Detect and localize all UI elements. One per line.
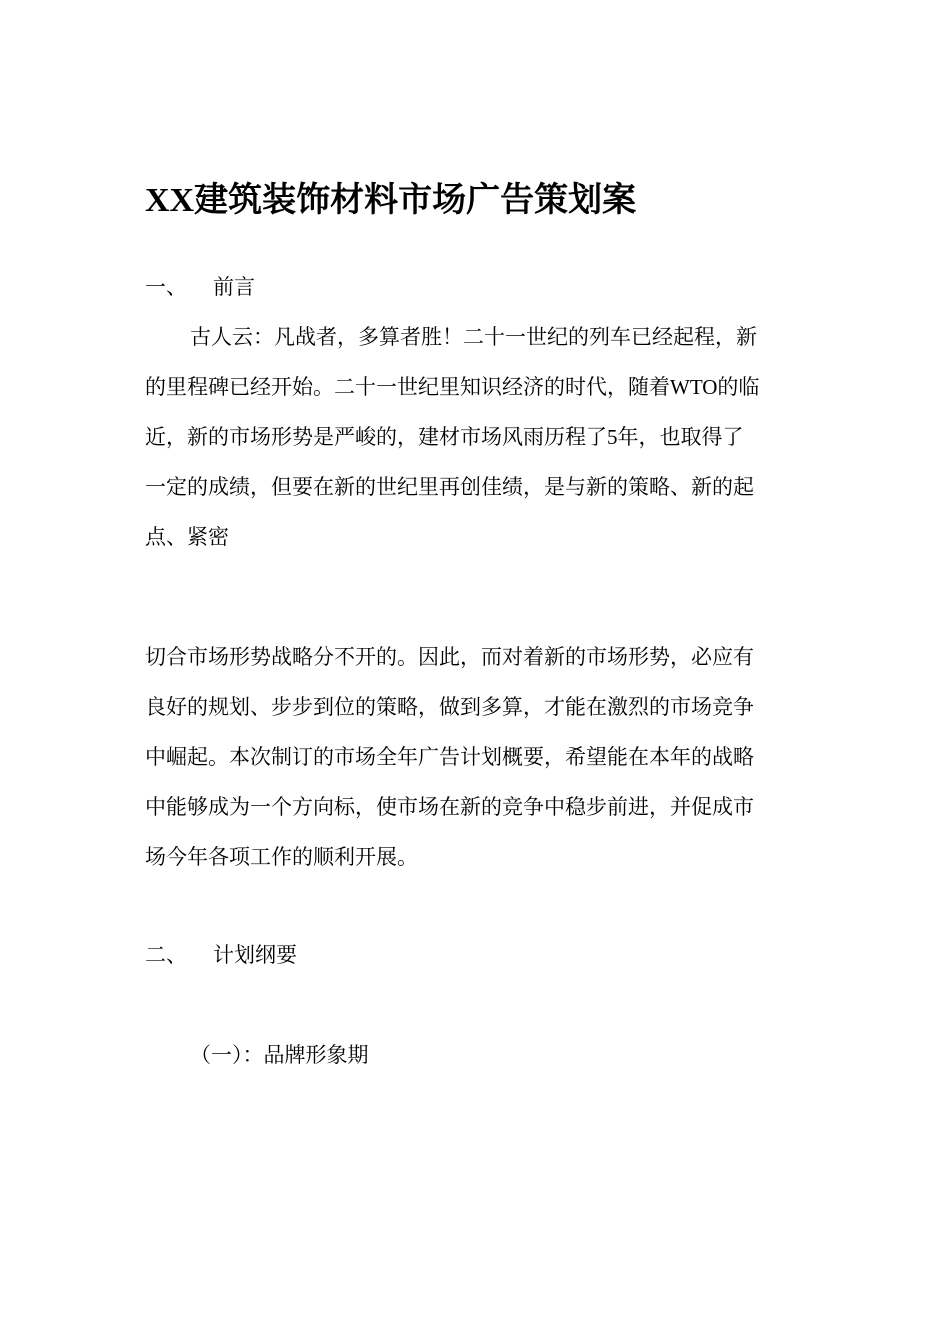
paragraph-line: 切合市场形势战略分不开的。因此，而对着新的市场形势，必应有 bbox=[145, 645, 754, 669]
subsection-heading-brand-image: （一）：品牌形象期 bbox=[190, 1043, 369, 1067]
paragraph-line: 中能够成为一个方向标，使市场在新的竞争中稳步前进，并促成市 bbox=[145, 795, 754, 819]
section-number: 一、 bbox=[145, 275, 187, 299]
section-number: 二、 bbox=[145, 943, 187, 967]
paragraph-line: 场今年各项工作的顺利开展。 bbox=[145, 845, 418, 869]
paragraph-line: 中崛起。本次制订的市场全年广告计划概要，希望能在本年的战略 bbox=[145, 745, 754, 769]
paragraph-line: 近，新的市场形势是严峻的，建材市场风雨历程了5年，也取得了 bbox=[145, 425, 744, 449]
paragraph-line: 点、紧密 bbox=[145, 525, 229, 549]
section-title: 前言 bbox=[213, 275, 255, 299]
paragraph-line: 一定的成绩，但要在新的世纪里再创佳绩，是与新的策略、新的起 bbox=[145, 475, 754, 499]
paragraph-line: 良好的规划、步步到位的策略，做到多算，才能在激烈的市场竞争 bbox=[145, 695, 754, 719]
paragraph-line: 的里程碑已经开始。二十一世纪里知识经济的时代，随着WTO的临 bbox=[145, 375, 760, 399]
preface-paragraph-1 bbox=[145, 312, 807, 562]
document-title: XX建筑装饰材料市场广告策划案 bbox=[145, 182, 637, 219]
paragraph-line: 古人云：凡战者，多算者胜！二十一世纪的列车已经起程，新 bbox=[190, 325, 757, 349]
section-heading-plan-outline bbox=[145, 940, 297, 970]
preface-paragraph-2 bbox=[145, 632, 807, 882]
section-title: 计划纲要 bbox=[213, 943, 297, 967]
section-heading-preface bbox=[145, 272, 255, 302]
